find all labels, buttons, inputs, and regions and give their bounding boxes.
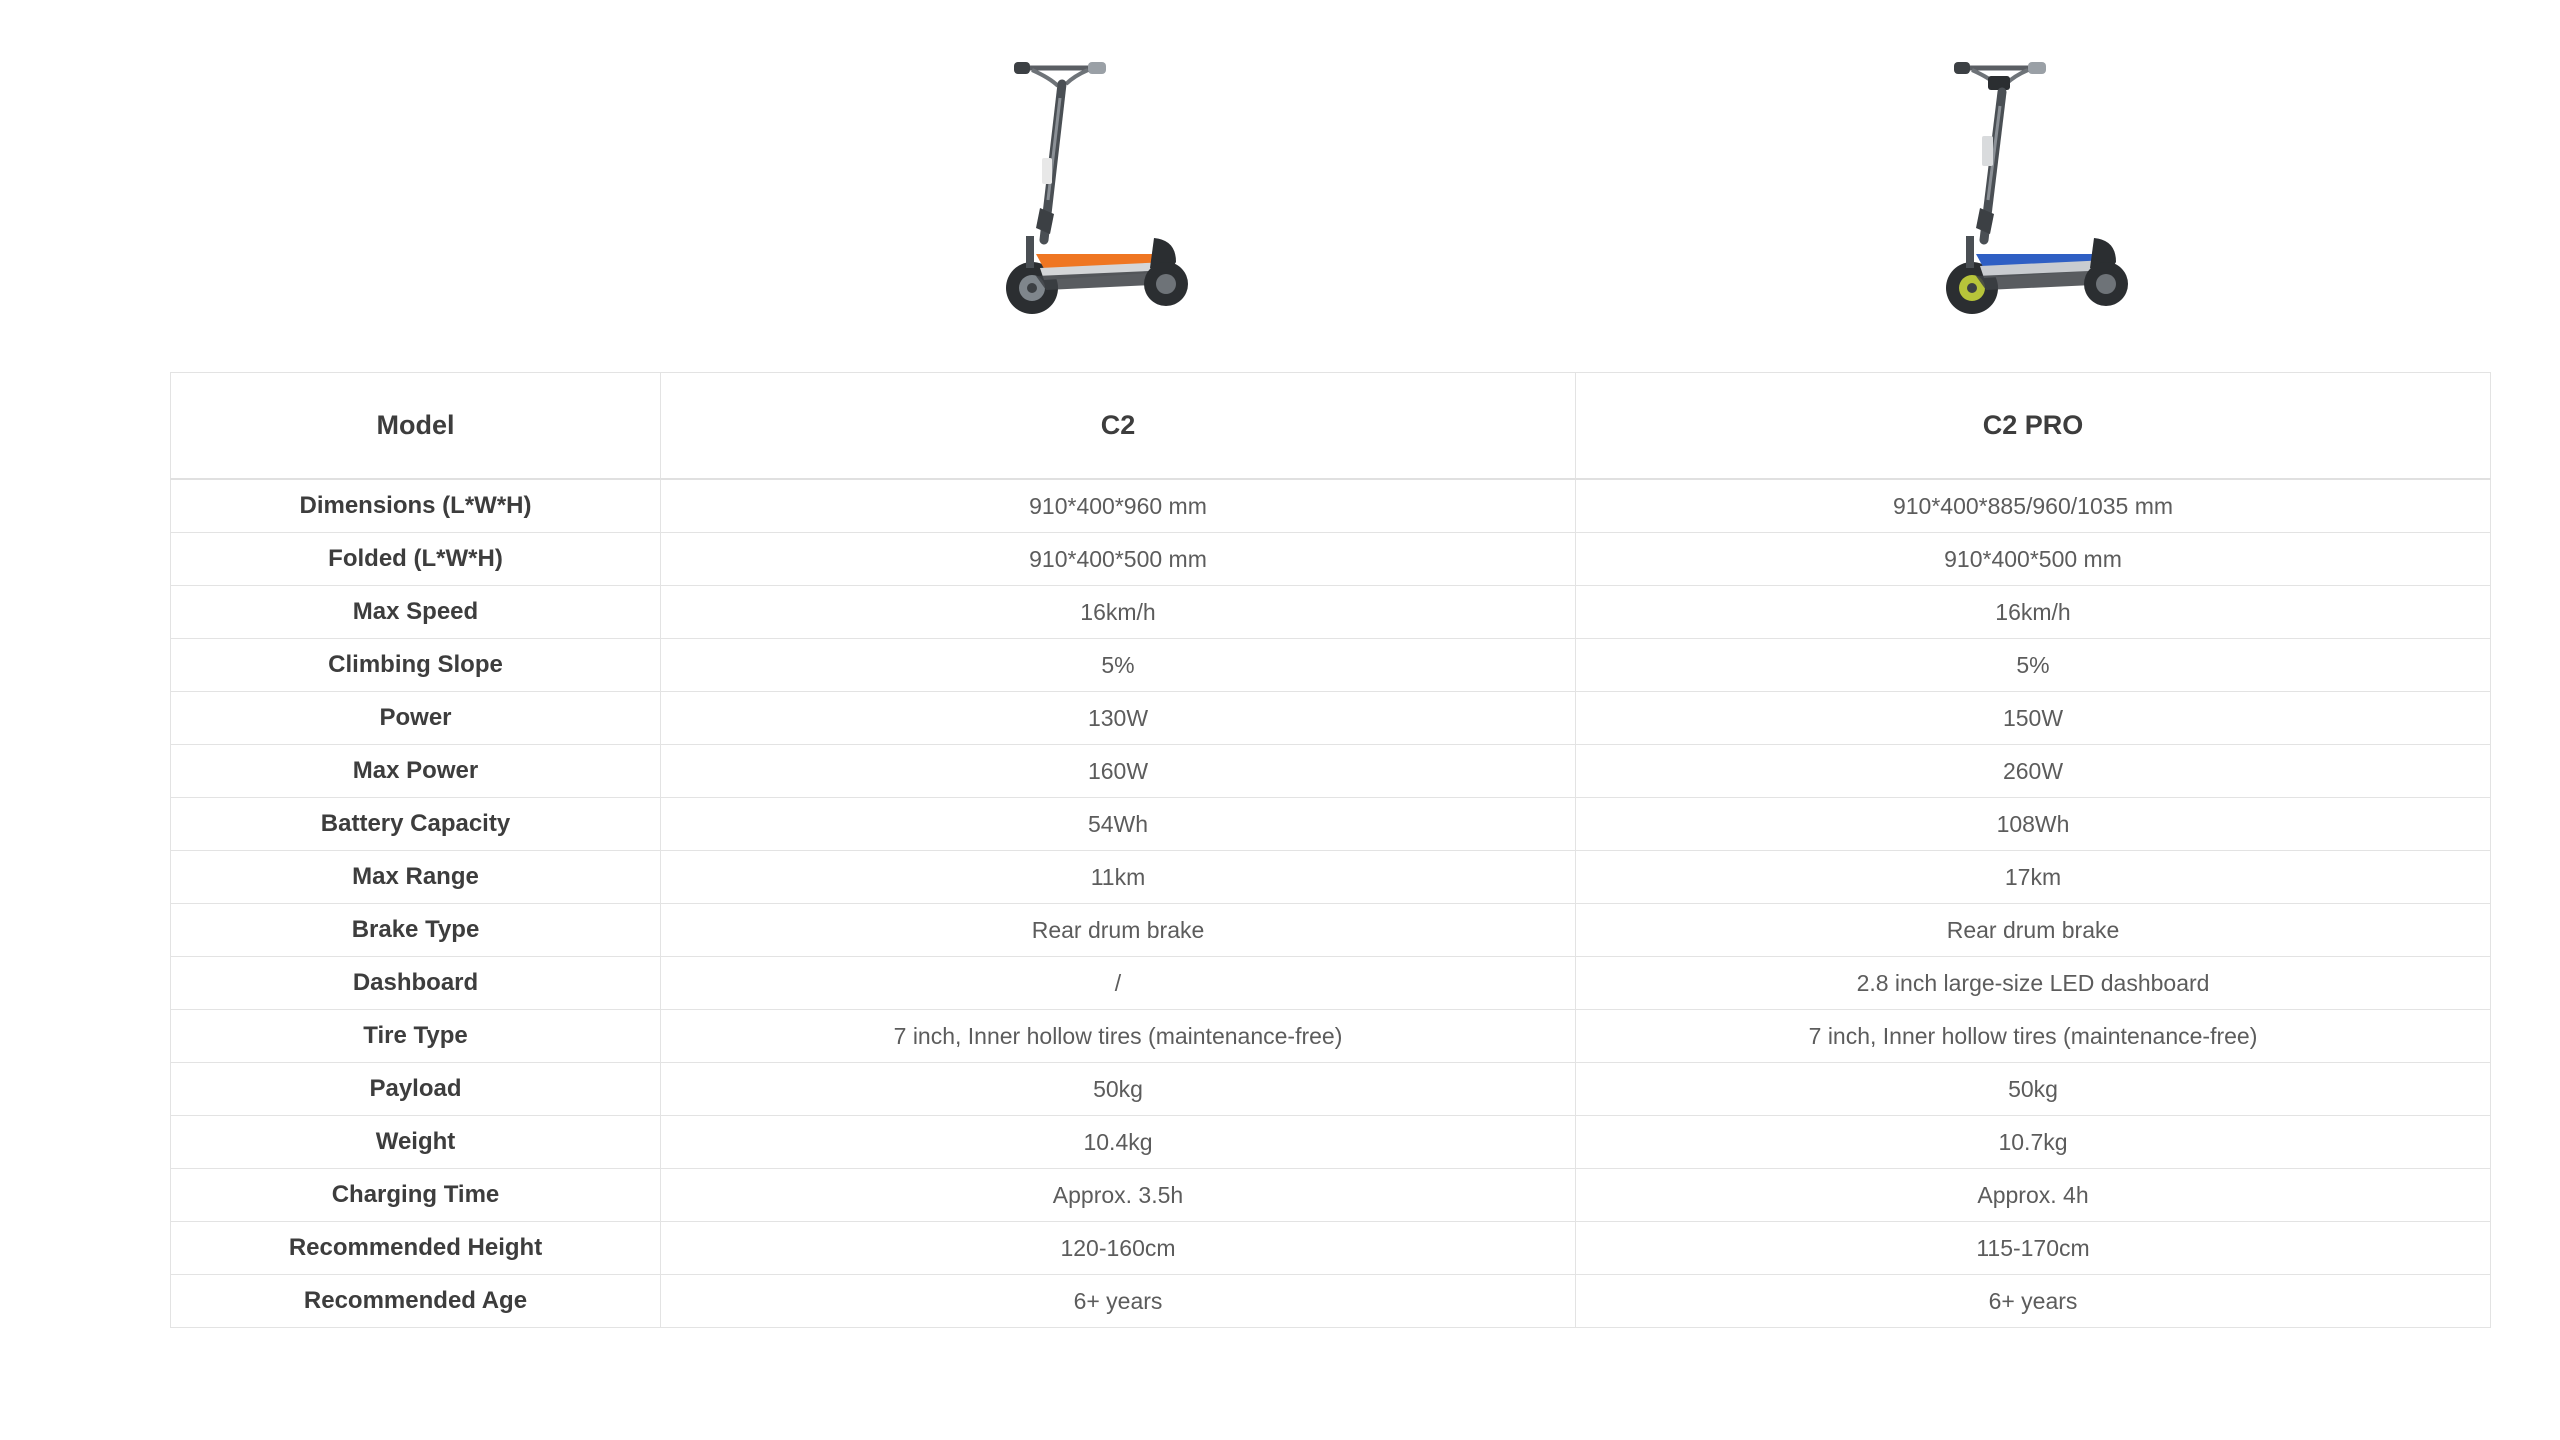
row-value-c2: / xyxy=(661,957,1576,1010)
row-value-c2-pro: 16km/h xyxy=(1576,586,2491,639)
row-value-c2-pro: 150W xyxy=(1576,692,2491,745)
row-value-c2: 6+ years xyxy=(661,1275,1576,1328)
row-value-c2-pro: 50kg xyxy=(1576,1063,2491,1116)
row-label: Dashboard xyxy=(171,957,661,1010)
row-value-c2: 130W xyxy=(661,692,1576,745)
row-value-c2: 11km xyxy=(661,851,1576,904)
table-row xyxy=(171,1169,2491,1222)
row-value-c2-pro: 910*400*885/960/1035 mm xyxy=(1576,479,2491,533)
row-label: Climbing Slope xyxy=(171,639,661,692)
row-label: Battery Capacity xyxy=(171,798,661,851)
row-label: Max Power xyxy=(171,745,661,798)
table-row xyxy=(171,586,2491,639)
row-label: Tire Type xyxy=(171,1010,661,1063)
row-value-c2: Approx. 3.5h xyxy=(661,1169,1576,1222)
row-value-c2-pro: 5% xyxy=(1576,639,2491,692)
table-row xyxy=(171,639,2491,692)
row-label: Weight xyxy=(171,1116,661,1169)
row-value-c2-pro: 2.8 inch large-size LED dashboard xyxy=(1576,957,2491,1010)
row-label: Charging Time xyxy=(171,1169,661,1222)
table-row xyxy=(171,479,2491,533)
row-label: Recommended Height xyxy=(171,1222,661,1275)
specifications-table xyxy=(170,372,2491,1328)
scooter-c2-pro-image xyxy=(1910,40,2150,360)
table-row xyxy=(171,904,2491,957)
row-label: Brake Type xyxy=(171,904,661,957)
row-value-c2: 120-160cm xyxy=(661,1222,1576,1275)
table-row xyxy=(171,692,2491,745)
row-value-c2-pro: 10.7kg xyxy=(1576,1116,2491,1169)
row-label: Folded (L*W*H) xyxy=(171,533,661,586)
row-value-c2-pro: Rear drum brake xyxy=(1576,904,2491,957)
header-product-c2: C2 xyxy=(661,373,1576,480)
row-value-c2-pro: 17km xyxy=(1576,851,2491,904)
row-value-c2-pro: 260W xyxy=(1576,745,2491,798)
row-value-c2: 160W xyxy=(661,745,1576,798)
product-images-row xyxy=(170,20,2490,370)
scooter-c2-image xyxy=(970,40,1210,360)
row-value-c2: 5% xyxy=(661,639,1576,692)
row-value-c2: 7 inch, Inner hollow tires (maintenance-free) xyxy=(661,1010,1576,1063)
table-row xyxy=(171,533,2491,586)
row-label: Max Range xyxy=(171,851,661,904)
table-header-row xyxy=(171,373,2491,480)
table-row xyxy=(171,1116,2491,1169)
table-row xyxy=(171,957,2491,1010)
table-row xyxy=(171,1222,2491,1275)
table-row xyxy=(171,1275,2491,1328)
product-image-cell-c2-pro xyxy=(1590,20,2470,370)
row-label: Dimensions (L*W*H) xyxy=(171,479,661,533)
row-label: Payload xyxy=(171,1063,661,1116)
row-value-c2-pro: 910*400*500 mm xyxy=(1576,533,2491,586)
row-label: Power xyxy=(171,692,661,745)
header-model-label: Model xyxy=(171,373,661,480)
row-label: Recommended Age xyxy=(171,1275,661,1328)
row-value-c2: 50kg xyxy=(661,1063,1576,1116)
row-value-c2: 54Wh xyxy=(661,798,1576,851)
table-body xyxy=(171,479,2491,1328)
header-product-c2-pro: C2 PRO xyxy=(1576,373,2491,480)
row-value-c2-pro: 7 inch, Inner hollow tires (maintenance-free) xyxy=(1576,1010,2491,1063)
row-value-c2-pro: 108Wh xyxy=(1576,798,2491,851)
table-row xyxy=(171,1010,2491,1063)
row-value-c2: 910*400*500 mm xyxy=(661,533,1576,586)
row-value-c2: 10.4kg xyxy=(661,1116,1576,1169)
table-row xyxy=(171,745,2491,798)
table-row xyxy=(171,1063,2491,1116)
row-label: Max Speed xyxy=(171,586,661,639)
row-value-c2-pro: Approx. 4h xyxy=(1576,1169,2491,1222)
table-row xyxy=(171,798,2491,851)
product-image-cell-c2 xyxy=(650,20,1530,370)
row-value-c2: 910*400*960 mm xyxy=(661,479,1576,533)
row-value-c2: 16km/h xyxy=(661,586,1576,639)
table-row xyxy=(171,851,2491,904)
row-value-c2: Rear drum brake xyxy=(661,904,1576,957)
row-value-c2-pro: 115-170cm xyxy=(1576,1222,2491,1275)
row-value-c2-pro: 6+ years xyxy=(1576,1275,2491,1328)
